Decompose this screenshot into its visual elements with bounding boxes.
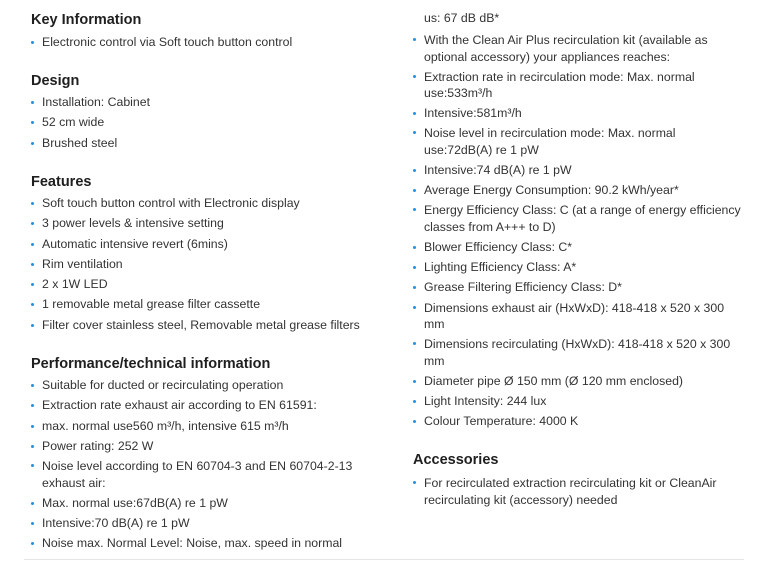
section-features <box>31 172 391 335</box>
bullet-icon <box>31 464 34 467</box>
bullet-list <box>31 193 391 335</box>
bullet-icon <box>31 101 34 104</box>
list-item: Average Energy Consumption: 90.2 kWh/year* <box>413 180 743 200</box>
list-item: Brushed steel <box>31 133 391 153</box>
section-accessories <box>413 450 743 510</box>
list-item: Max. normal use:67dB(A) re 1 pW <box>31 493 391 513</box>
bullet-icon <box>31 283 34 286</box>
list-item: 3 power levels & intensive setting <box>31 213 391 233</box>
list-item: Automatic intensive revert (6mins) <box>31 234 391 254</box>
list-item: 2 x 1W LED <box>31 274 391 294</box>
list-item: Power rating: 252 W <box>31 436 391 456</box>
list-item: Lighting Efficiency Class: A* <box>413 257 743 277</box>
continued-text: us: 67 dB dB* <box>424 11 500 25</box>
section-heading: Accessories <box>413 452 499 468</box>
bullet-icon <box>31 522 34 525</box>
bullet-icon <box>31 324 34 327</box>
list-item: Rim ventilation <box>31 254 391 274</box>
section-heading: Performance/technical information <box>31 356 271 372</box>
bullet-icon <box>413 38 416 41</box>
bullet-icon <box>413 481 416 484</box>
bullet-icon <box>31 41 34 44</box>
section-design <box>31 71 391 153</box>
bullet-list <box>31 375 391 554</box>
bullet-icon <box>31 502 34 505</box>
bullet-icon <box>413 342 416 345</box>
bullet-icon <box>31 542 34 545</box>
list-item: 52 cm wide <box>31 112 391 132</box>
bullet-list <box>31 32 391 52</box>
list-item: Grease Filtering Efficiency Class: D* <box>413 277 743 297</box>
list-item: Noise level in recirculation mode: Max. normal use:72dB(A) re 1 pW <box>413 123 743 160</box>
list-item: With the Clean Air Plus recirculation kit (available as optional accessory) your appliances reaches: <box>413 30 743 67</box>
bullet-icon <box>413 286 416 289</box>
section-heading: Features <box>31 174 92 190</box>
bullet-icon <box>413 400 416 403</box>
list-item: Extraction rate in recirculation mode: Max. normal use:533m³/h <box>413 67 743 104</box>
list-item: Intensive:74 dB(A) re 1 pW <box>413 160 743 180</box>
list-item: Noise max. Normal Level: Noise, max. speed in normal <box>31 533 391 553</box>
list-item: Diameter pipe Ø 150 mm (Ø 120 mm enclosed) <box>413 371 743 391</box>
list-item: Intensive:581m³/h <box>413 103 743 123</box>
bullet-icon <box>31 263 34 266</box>
bullet-icon <box>31 222 34 225</box>
divider <box>24 559 744 560</box>
bullet-icon <box>31 142 34 145</box>
bullet-icon <box>31 425 34 428</box>
list-item: Electronic control via Soft touch button control <box>31 32 391 52</box>
bullet-icon <box>31 243 34 246</box>
section-heading: Design <box>31 73 80 89</box>
bullet-icon <box>413 246 416 249</box>
bullet-icon <box>413 420 416 423</box>
bullet-icon <box>31 384 34 387</box>
bullet-icon <box>31 404 34 407</box>
bullet-icon <box>413 75 416 78</box>
bullet-list <box>31 92 391 153</box>
bullet-icon <box>413 380 416 383</box>
list-item: Colour Temperature: 4000 K <box>413 411 743 431</box>
list-item: Dimensions recirculating (HxWxD): 418-418 x 520 x 300 mm <box>413 334 743 371</box>
list-item: Soft touch button control with Electronic display <box>31 193 391 213</box>
list-item: Noise level according to EN 60704-3 and EN 60704-2-13 exhaust air: <box>31 456 362 493</box>
bullet-icon <box>31 121 34 124</box>
bullet-icon <box>413 266 416 269</box>
bullet-list <box>413 473 743 510</box>
bullet-icon <box>413 306 416 309</box>
bullet-icon <box>413 208 416 211</box>
list-item: max. normal use560 m³/h, intensive 615 m³/h <box>31 416 391 436</box>
list-item: Filter cover stainless steel, Removable metal grease filters <box>31 315 391 335</box>
list-item: Extraction rate exhaust air according to EN 61591: <box>31 395 391 415</box>
list-item: Light Intensity: 244 lux <box>413 391 743 411</box>
bullet-icon <box>31 445 34 448</box>
section-heading: Key Information <box>31 12 142 28</box>
list-item: Blower Efficiency Class: C* <box>413 237 743 257</box>
bullet-list <box>413 30 743 432</box>
list-item: Dimensions exhaust air (HxWxD): 418-418 x 520 x 300 mm <box>413 298 743 335</box>
list-item: Suitable for ducted or recirculating operation <box>31 375 391 395</box>
bullet-icon <box>31 303 34 306</box>
bullet-icon <box>413 112 416 115</box>
bullet-icon <box>31 202 34 205</box>
bullet-icon <box>413 169 416 172</box>
section-performance <box>31 354 391 554</box>
list-item: For recirculated extraction recirculating kit or CleanAir recirculating kit (accessory) needed <box>413 473 743 510</box>
section-key-information <box>31 10 391 52</box>
list-item: Installation: Cabinet <box>31 92 391 112</box>
list-item: Energy Efficiency Class: C (at a range of energy efficiency classes from A+++ to D) <box>413 200 743 237</box>
bullet-icon <box>413 131 416 134</box>
list-item: 1 removable metal grease filter cassette <box>31 294 391 314</box>
list-item: Intensive:70 dB(A) re 1 pW <box>31 513 391 533</box>
bullet-icon <box>413 189 416 192</box>
